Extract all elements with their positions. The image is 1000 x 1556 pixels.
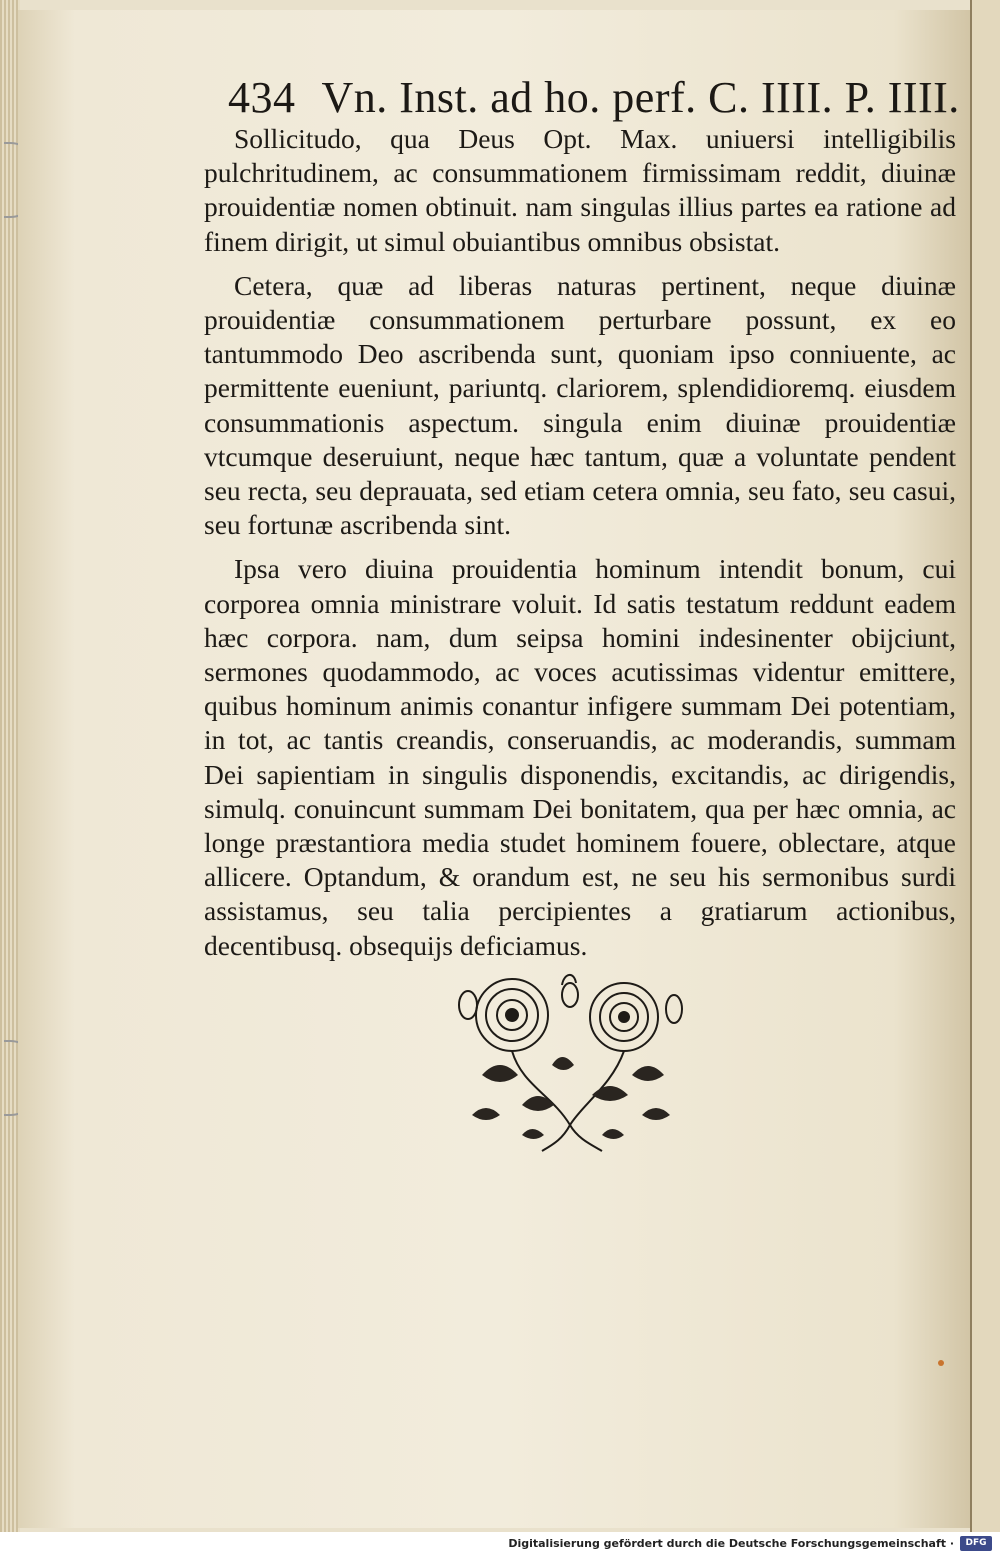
paragraph: Cetera, quæ ad liberas naturas pertinent, neque diuinæ prouidentiæ consummationem perturbare possunt, ex eo tantummodo Deo ascribenda sunt, quoniam ipso conniuente, ac permittente eueniunt, pariuntq. clariorem, splendidioremq. eiusdem consummationis aspectum. singula enim diuinæ prouidentiæ vtcumque deseruiunt, neque hæc tantum, quæ a voluntate pendent seu recta, seu deprauata, sed etiam cetera omnia, seu fato, seu casui, seu fortunæ ascribenda sint. [204,269,956,541]
paragraph: Ipsa vero diuina prouidentia hominum intendit bonum, cui corporea omnia ministrare voluit. Id satis testatum reddunt eadem hæc corpora. nam, dum seipsa homini indesinenter obijciunt, sermones quodammodo, ac voces acutissimas videntur emittere, quibus hominum animis conantur infigere summam Dei potentiam, in tot, ac tantis creandis, conseruandis, ac moderandis, summam Dei sapientiam in singulis disponendis, excitandis, ac dirigendis, simulq. conuincunt summam Dei bonitatem, qua per hæc omnia, ac longe præstantiora media studet hominem fouere, oblectare, atque allicere. Optandum, & orandum est, ne seu his sermonibus surdi assistamus, seu talia percipientes a gratiarum actionibus, decentibusq. obsequijs deficiamus. [204,553,956,961]
facing-page-edge [970,0,1000,1532]
footer-credit: Digitalisierung gefördert durch die Deutsche Forschungsgemeinschaft · [508,1537,954,1550]
page-stack-edge [0,0,20,1532]
page-header [228,72,960,123]
stain-mark [938,1360,944,1366]
dfg-logo: DFG [960,1536,992,1551]
rose-woodcut-ornament-icon [452,965,688,1155]
running-title: Vn. Inst. ad ho. perf. C. IIII. P. IIII. [321,73,960,122]
page-number: 434 [228,73,296,122]
body-text [204,122,956,973]
digitization-footer [0,1532,1000,1556]
paragraph: Sollicitudo, qua Deus Opt. Max. uniuersi intelligibilis pulchritudinem, ac consummationem firmissimam reddit, diuinæ prouidentiæ nomen obtinuit. nam singulas illius partes ea ratione ad finem dirigit, ut simul obuiantibus omnibus obsistat. [204,123,956,257]
